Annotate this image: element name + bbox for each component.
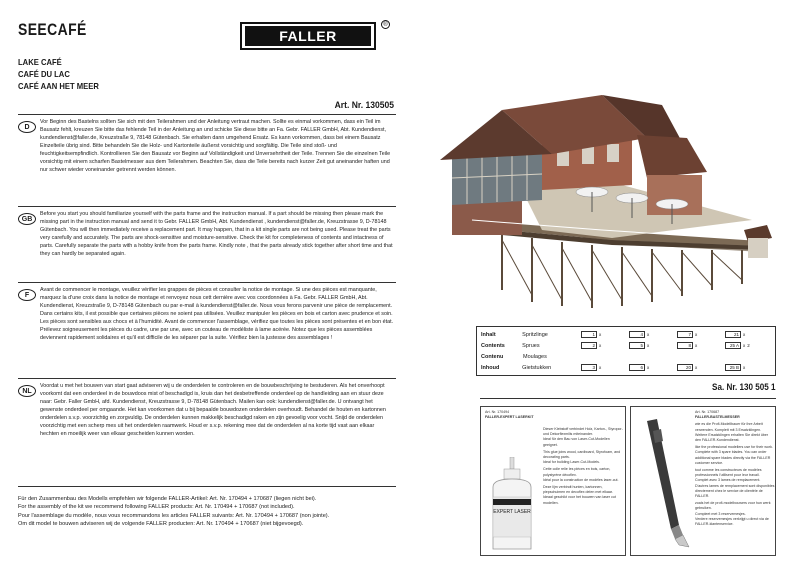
- recommendation-text: [18, 487, 396, 529]
- knife-line: zoals het de profi-modelbouwers voor hun werk gebruiken.: [695, 501, 771, 511]
- subtitles: [18, 56, 108, 92]
- recommendation-de: Für den Zusammenbau des Modells empfehlen wir folgende FALLER-Artikel: Art. Nr. 170494 + 170687 (liegen nicht bei).: [18, 496, 317, 502]
- knife-art: Art. Nr. 170687: [695, 410, 720, 414]
- product-knife: [630, 406, 776, 556]
- parts-cells-4: [581, 364, 771, 371]
- left-panel: [10, 8, 400, 561]
- x-mark: x: [647, 343, 650, 348]
- part-cell: 6: [629, 364, 645, 371]
- glue-line: Ideal für den Bau von Laser-Cut-Modellen geeignet.: [543, 437, 610, 447]
- article-number: Art. Nr. 130505: [334, 100, 394, 111]
- knife-line: wie es die Profi-Modellbauer für ihre Arbeit verwenden. Komplett mit 3 Ersatzklingen.: [695, 422, 763, 432]
- knife-info: [695, 410, 775, 527]
- parts-desc-2: Sprues: [522, 342, 540, 349]
- glue-info: [485, 410, 623, 420]
- kiosk-wall: [748, 238, 768, 258]
- parts-list: [476, 326, 776, 376]
- logo-text: FALLER: [245, 26, 371, 46]
- parts-desc-3: Moulages: [523, 353, 547, 360]
- x-mark: x: [695, 332, 698, 337]
- title-block: [18, 20, 102, 40]
- glue-line: Idéal pour la construction de modèles laser-cut.: [543, 477, 619, 482]
- knife-line: Verdere reservemesjes verkrijgt u direct via de FALLER-klantenservice.: [695, 516, 769, 527]
- glue-line: Deze lijm verbindt hunten, kartonnen, piepschuimen en decoflex delen met elkaar.: [543, 485, 613, 495]
- parts-row-2: [481, 340, 771, 351]
- hobby-knife: [635, 415, 693, 551]
- parts-label-1: Inhalt: [481, 331, 496, 338]
- lang-badge-fr: F: [18, 289, 36, 301]
- glue-line: Ideal for building Laser-Cut-Models.: [543, 460, 600, 465]
- glue-bottle: [487, 457, 539, 553]
- part-cell: 3: [581, 364, 597, 371]
- part-cell: 1: [581, 331, 597, 338]
- registered-mark: ®: [381, 20, 390, 29]
- glue-desc: [543, 427, 623, 506]
- x-mark: x: [743, 343, 746, 348]
- lang-text-de: Vor Beginn des Bastelns sollten Sie sich mit den Teilerahmen und der Anleitung vertraut machen. Sollte es einmal vorkommen, dass ein Teil im Bausatz fehlt, kreuzen Sie bitte das fehlende Teil in der Anleitung an und schicke Sie diese bitte an Fa. Gebr. FALLER GmbH, Abt. Kundendienst, kundendienst@faller.de, Kreuzstraße 9, 78148 Gütenbach. Sie erhalten dann umgehend Ersatz. Es kann vorkommen, dass bei einem Bausatz Einzelteile übrig sind. Bitte behandeln Sie die Holz- und Kartonteile äußerst vorsichtig und sorgfältig. Die Teile sind stoß- und feuchtigkeitsempfindlich. Kontrollieren Sie den Bausatz vor Beginn auf Vollständigkeit und Unversehrtheit der Teile. Trennen Sie die einzelnen Teile vorsichtig mit einem scharfen Bastelmesser aus dem Teilerahmen. Beachten Sie, dass die Teile bereits nach kurzer Zeit gut aneinander haften und nur schwer wieder voneinander getrennt werden können.: [40, 119, 391, 173]
- right-panel: [412, 8, 798, 561]
- roof-annex: [637, 135, 707, 178]
- parts-row-1: [481, 329, 771, 340]
- x-mark: x: [599, 365, 602, 370]
- knife-line: Complet avec 3 lames de remplacement.: [695, 478, 761, 483]
- knife-line: tout comme les constructeurs de modèles professionnels l'utilisent pour leur travail.: [695, 468, 762, 478]
- x-mark: x: [647, 332, 650, 337]
- subtitle-nl: CAFÉ AAN HET MEER: [18, 81, 99, 91]
- parts-cells-1: [581, 331, 771, 338]
- parts-label-3: Contenu: [481, 353, 504, 360]
- extra-count: 2: [747, 343, 750, 348]
- lang-text-fr: Avant de commencer le montage, veuillez vérifier les grappes de pièces et consulter la notice de montage. Si une des pièces est manquante, marquez la d'une croix dans la notice de montage et renvoyez nous cett dernière avec vos coordonnées à Fa. Gebr. FALLER GmbH, Abt. Kundendienst, Kreuzstraße 9, D-78148 Gütenbach ou par e-mail à kundendienst@faller.de. Nous vous ferons parvenir une pièce de remplacement. Dans certains kits, il est possible que certaines pièces ne soient pas utilisées. Veuillez manipuler les pièces en bois et carton avec prudence et soin. Les pièces sont sensibles aux chocs et à l'humidité. Avant de commencer l'assemblage, vérifiez que toutes les pièces sont présentes et en bon état. Prélevez soigneusement les pièces du cadre, une par une, avec un couteau de modéliste à lame acérée. Notez que les pièces assemblées deviennent rapidement solidaires et qu'il est difficile de les séparer par la suite. Vérifiez bien la justesse des assemblages !: [40, 287, 394, 341]
- recommendation-fr: Pour l'assemblage du modèle, nous vous recommandons les articles FALLER suivants: Art. Nr. 170494 + 170687 (non jointe).: [18, 512, 330, 519]
- lang-section-fr: [18, 282, 396, 378]
- knife-line: Weitere Ersatzklingen erhalten Sie direkt über den FALLER-Kundendienst.: [695, 432, 769, 443]
- lang-badge-nl: NL: [18, 385, 36, 397]
- x-mark: x: [599, 332, 602, 337]
- x-mark: x: [743, 332, 746, 337]
- knife-handle: [647, 419, 679, 529]
- subtitle-fr: CAFÉ DU LAC: [18, 69, 70, 79]
- lang-badge-de: D: [18, 121, 36, 133]
- part-cell: 20: [677, 364, 693, 371]
- x-mark: x: [743, 365, 746, 370]
- knife-line: D'autres lames de remplacement sont disponibles directement chez le service de clientèle de FALLER.: [695, 483, 775, 499]
- knife-line: like the professional modellers use for their work. Complete with 3 spare blades. You can order additional spare blades directly via the FALLER customer service.: [695, 445, 773, 465]
- lang-badge-gb: GB: [18, 213, 36, 225]
- terrace-floor: [522, 185, 752, 238]
- parts-desc-4: Gietstukken: [522, 364, 552, 371]
- divider: [480, 398, 776, 399]
- knife-name: FALLER-BASTELMESSER: [695, 415, 740, 420]
- window-2: [582, 146, 594, 164]
- part-cell: 21: [725, 331, 741, 338]
- part-cell: 8: [677, 342, 693, 349]
- lang-section-de: [18, 114, 396, 206]
- glue-line: Dieser Klebstoff verbindet Holz, Karton-, Styropor- und Dekorflexmilis miteinander.: [543, 427, 623, 437]
- recommendation-gb: For the assembly of the kit we recommend following FALLER products: Art. Nr. 170494 + 170687 (not included).: [18, 504, 295, 511]
- x-mark: x: [695, 365, 698, 370]
- page-title: SEECAFÉ: [18, 20, 87, 39]
- model-photo: [432, 80, 772, 310]
- parts-row-3: [481, 351, 771, 362]
- part-cell: 4: [629, 331, 645, 338]
- x-mark: x: [599, 343, 602, 348]
- lang-section-gb: [18, 206, 396, 282]
- recommendation-nl: Om dit model te bouwen adviseren wij de volgende FALLER producten: Art. Nr. 170494 + 170687 (niet bijgevoegd).: [18, 521, 304, 528]
- glue-line: Ideaal geschikt voor het bouwen van laser cut modellen.: [543, 495, 616, 505]
- part-cell: 25 B: [725, 364, 741, 371]
- x-mark: x: [647, 365, 650, 370]
- lang-section-nl: [18, 378, 396, 486]
- part-cell: 25 A: [725, 342, 741, 349]
- lang-text-gb: Before you start you should familiarize yourself with the parts frame and the instruction manual. If a part should be missing then please mark the missing part in the instruction manual and send it to Gebr. FALLER GmbH, Abt. Kundendienst , kundendienst@faller.de, Kreuzstrasse 9, D-78148 Gütenbach. You will then immediately receive a replacement part. It may happen, that in a kit single parts are not being used. Please treat the parts very carefully and accurately. The parts are shock-sensitive and moisture-sensitive. Check the kit for completeness of contents and intactness of parts. Carefully separate the parts with a hobby knife from the parts frame. Kindly note , that the parts already stick together after short time and that they can hardly be separated again.: [40, 211, 393, 257]
- glue-art: Art. Nr. 170494: [485, 410, 510, 414]
- parts-desc-1: Spritzlinge: [522, 331, 548, 338]
- faller-logo: [240, 22, 376, 50]
- part-cell: 2: [581, 342, 597, 349]
- subtitle-en: LAKE CAFÉ: [18, 57, 62, 67]
- sample-number: Sa. Nr. 130 505 1: [712, 382, 776, 392]
- bottle-label: EXPERT LASER: [493, 509, 531, 515]
- window-3: [607, 144, 619, 162]
- product-glue: [480, 406, 626, 556]
- recommendation-box: [18, 486, 396, 548]
- lang-text-nl: Voordat u met het bouwen van start gaat adviseren wij u de onderdelen te controleren en de bouwbeschrijving te bestuderen. Als het onverhoopt voorkomt dat een onderdeel in de bouwdoos mist of beschadigd is, kruis dan het desbetreffende onderdeel op de handleiding aan en stuur deze naar: Gebr. Faller GmbH, afd. Kundendienst, Kreuzstrasse 9, D-78148 Gütenbach. Mailen kan ook: kundendienst@faller.de. U ontvangt het gewenste onderdeel per omgaande. Het kan voorkomen dat u bij bepaalde bouwdozen onderdelen overhoudt. Behandel de houten en kartonnen onderdelen s.v.p. voorzichtig en zorgvuldig. De onderdelen kunnen makkelijk beschadigd raken en zijn gevoelig voor vocht. Snijd de onderdelen voorzichtig met een scherp mes uit het onderdelen raamwerk. Houd er s.v.p. rekening mee dat de onderdelen al na korte tijd vast aan elkaar hechten en moeilijk weer van elkaar gescheiden kunnen worden.: [40, 383, 386, 437]
- part-cell: 7: [677, 331, 693, 338]
- glue-line: This glue joins wood, cardboard, Styrofoam, and decorating parts.: [543, 449, 621, 460]
- parts-cells-2: [581, 342, 771, 349]
- x-mark: x: [695, 343, 698, 348]
- part-cell: 5: [629, 342, 645, 349]
- parts-label-4: Inhoud: [481, 364, 500, 371]
- parts-row-4: [481, 362, 771, 373]
- glue-line: Cette colle relie les pièces en bois, carton, polystyrène décoflex.: [543, 467, 611, 477]
- parts-label-2: Contents: [481, 342, 505, 349]
- glue-name: FALLER-EXPERT LASERKIT: [485, 415, 534, 420]
- knife-line: Compleet met 3 reservemesjes.: [695, 511, 746, 516]
